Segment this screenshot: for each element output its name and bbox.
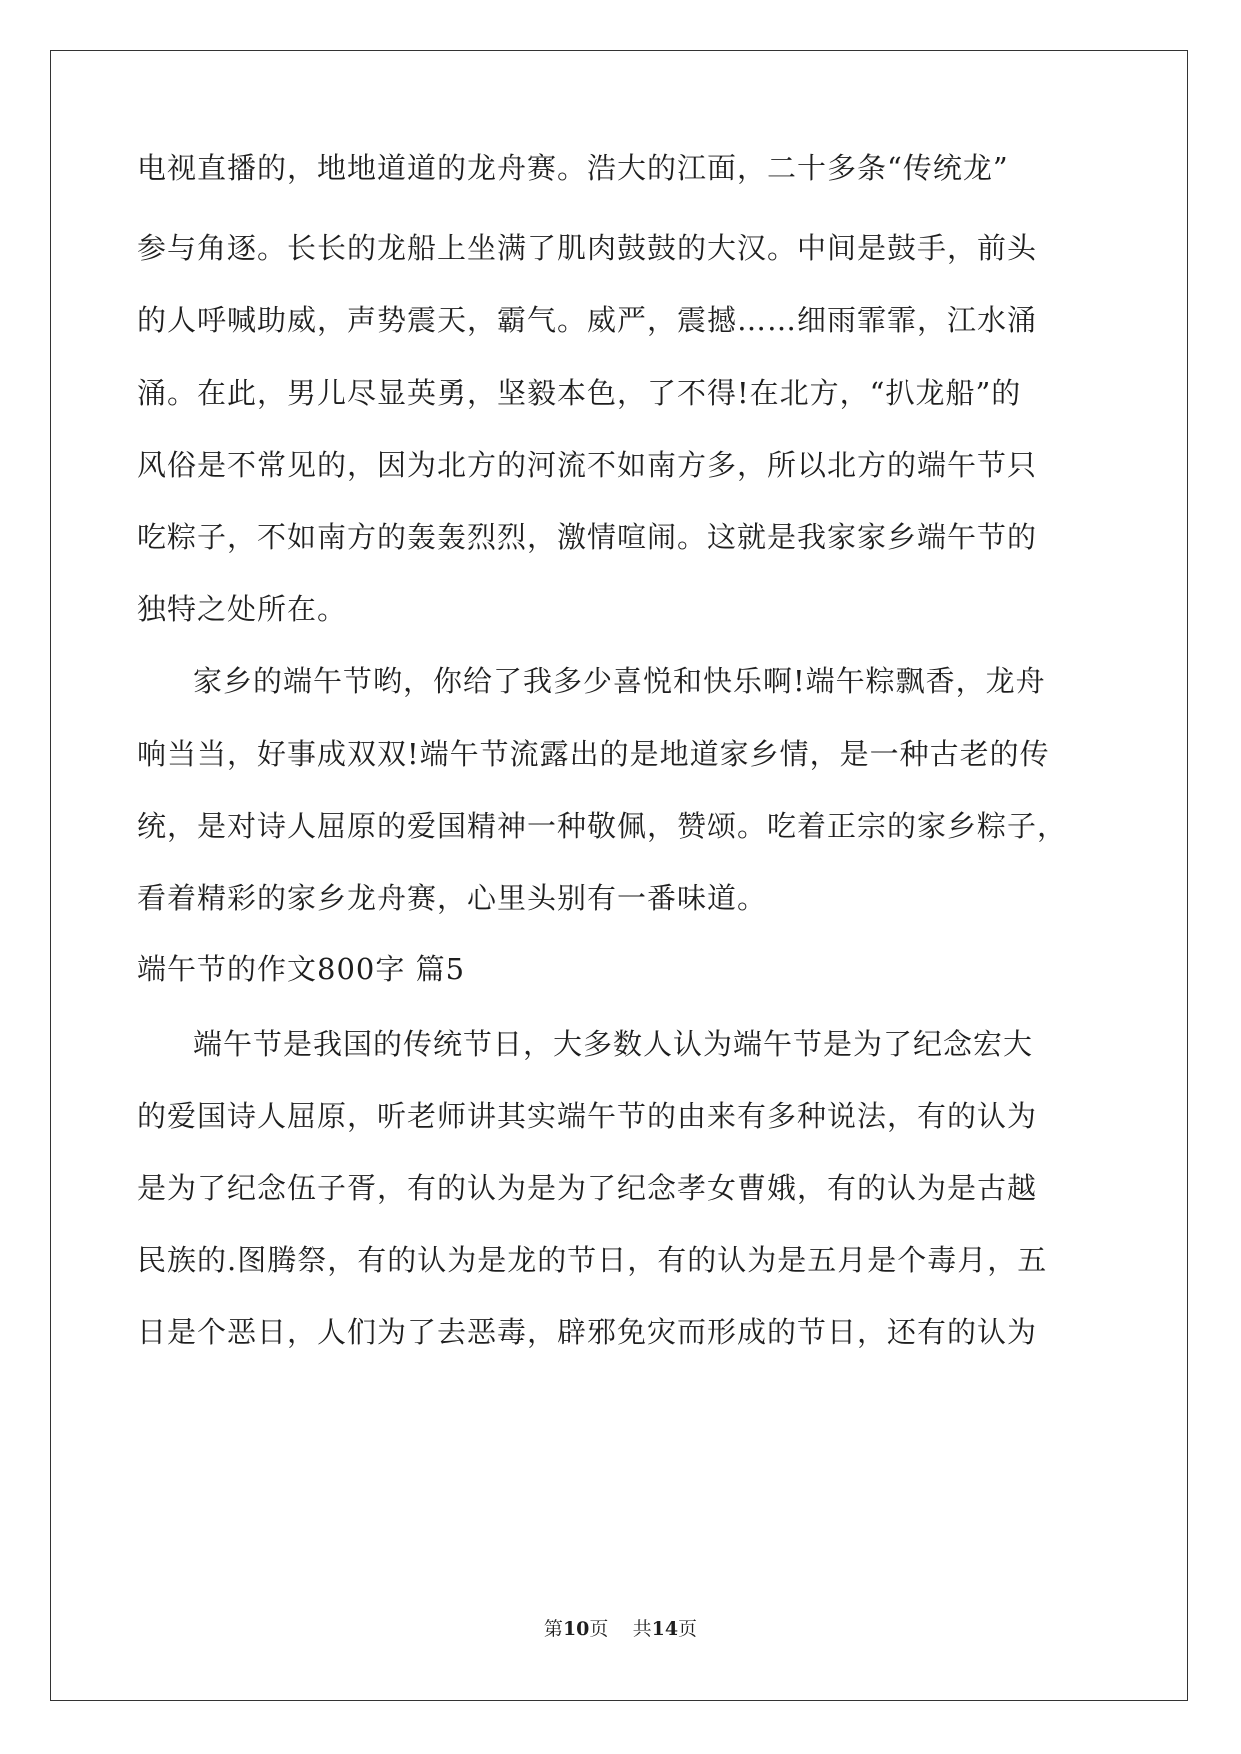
text-line: 日是个恶日，人们为了去恶毒，辟邪免灾而形成的节日，还有的认为 (137, 1315, 1038, 1349)
text-line: 涌。在此，男儿尽显英勇，坚毅本色，了不得!在北方，“扒龙船”的 (137, 376, 1022, 410)
page-suffix: 页 (589, 1618, 609, 1640)
page-prefix: 第 (543, 1618, 563, 1640)
text-line: 吃粽子，不如南方的轰轰烈烈，激情喧闹。这就是我家家乡端午节的 (137, 520, 1038, 554)
total-suffix: 页 (678, 1618, 698, 1640)
page-footer (0, 1614, 1241, 1641)
text-line: 响当当，好事成双双!端午节流露出的是地道家乡情，是一种古老的传 (137, 737, 1050, 771)
text-line: 风俗是不常见的，因为北方的河流不如南方多，所以北方的端午节只 (137, 448, 1038, 482)
text-line: 的爱国诗人屈原，听老师讲其实端午节的由来有多种说法，有的认为 (137, 1099, 1038, 1133)
text-line: 电视直播的，地地道道的龙舟赛。浩大的江面，二十多条“传统龙” (137, 151, 1009, 185)
text-line: 统，是对诗人屈原的爱国精神一种敬佩，赞颂。吃着正宗的家乡粽子， (137, 809, 1068, 843)
text-line: 参与角逐。长长的龙船上坐满了肌肉鼓鼓的大汉。中间是鼓手，前头 (137, 231, 1038, 265)
page-border (50, 50, 1188, 1701)
text-line: 是为了纪念伍子胥，有的认为是为了纪念孝女曹娥，有的认为是古越 (137, 1171, 1038, 1205)
text-line: 看着精彩的家乡龙舟赛，心里头别有一番味道。 (137, 881, 768, 915)
page-number: 10 (562, 1618, 590, 1640)
total-prefix: 共 (632, 1618, 652, 1640)
text-line: 端午节是我国的传统节日，大多数人认为端午节是为了纪念宏大 (193, 1027, 1034, 1061)
text-line: 民族的.图腾祭，有的认为是龙的节日，有的认为是五月是个毒月，五 (137, 1243, 1048, 1277)
section-heading: 端午节的作文800字 篇5 (137, 952, 466, 986)
text-line: 家乡的端午节哟，你给了我多少喜悦和快乐啊!端午粽飘香，龙舟 (193, 664, 1046, 698)
total-pages: 14 (651, 1618, 679, 1640)
text-line: 的人呼喊助威，声势震天，霸气。威严，震撼……细雨霏霏，江水涌 (137, 303, 1038, 337)
text-line: 独特之处所在。 (137, 592, 348, 626)
